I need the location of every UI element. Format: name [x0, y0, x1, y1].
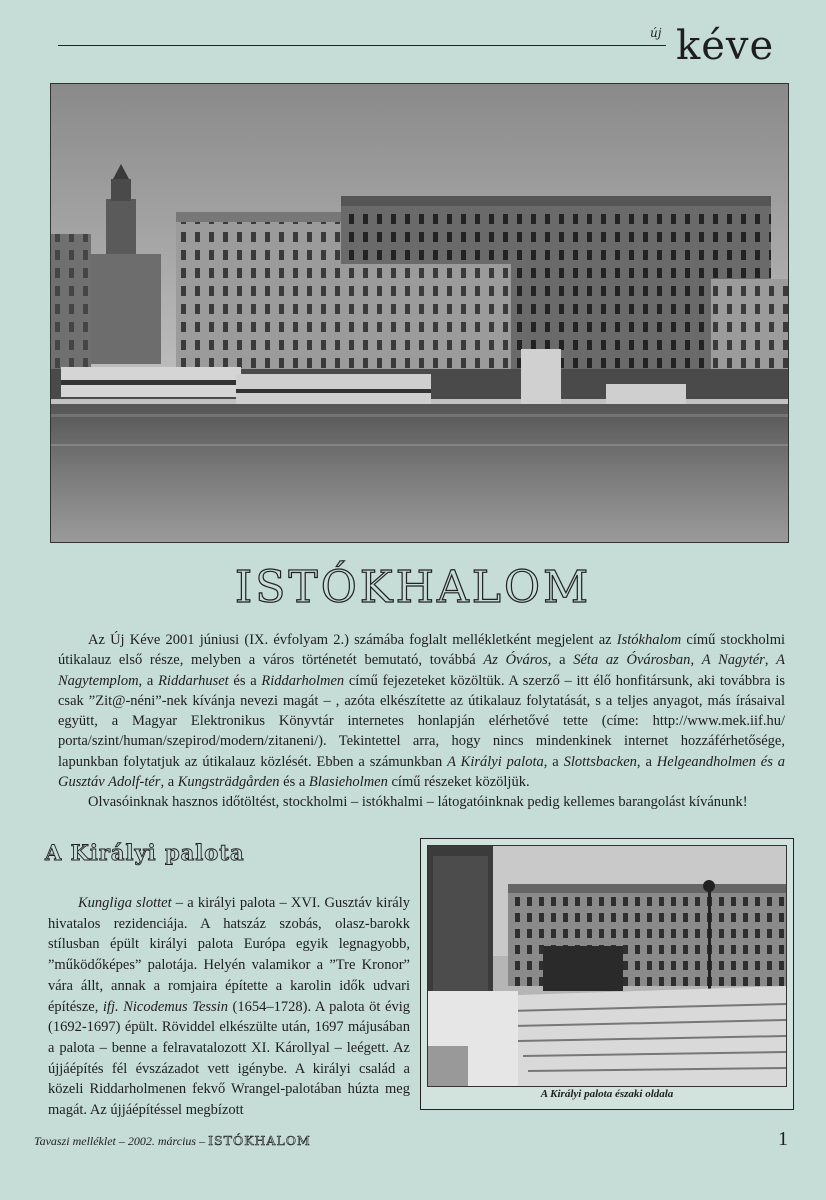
intro-paragraph-1: Az Új Kéve 2001 júniusi (IX. évfolyam 2.) számába foglalt mellékletként megjelent az Istókhalom című stockholmi útikalauz első része, melyben a város történetét bemutató, továbbá Az Óváros, a Séta az Óvárosban, A Nagytér, A Nagytemplom, a Riddarhuset és a Riddarholmen című fejezeteket közöltük. A szerző – itt élő honfitársunk, aki továbbra is csak ”Zit@-néni”-nek kívánja nevezi magát – , azóta elkészítette az útikalauz folytatását, s a teljes anyagot, más írásaival együtt, a Magyar Elektronikus Könyvtár internetes honlapján elérhetővé tette (címe: http://www.mek.iif.hu/ porta/szint/human/szepirod/modern/zitaneni/). Tekintettel arra, hogy nincs mindenkinek internet hozzáférhetősége, lapunkban folytatjuk az útikalauz közlését. Ebben a számunkban A Királyi palota, a Slottsbacken, a Helgeandholmen és a Gusztáv Adolf-tér, a Kungsträdgården és a Blasieholmen című részeket közöljük.: [58, 632, 786, 791]
palace-photo-illustration: [51, 84, 788, 542]
section-body: [48, 893, 410, 1121]
section-heading: A Királyi palota: [45, 840, 245, 865]
photo-caption: A Királyi palota északi oldala: [540, 1088, 674, 1100]
palace-north-figure: [420, 838, 794, 1110]
footer-text: Tavaszi melléklet – 2002. március –: [34, 1134, 209, 1148]
footer-title: ISTÓKHALOM: [208, 1133, 311, 1148]
page-footer: [34, 1133, 311, 1149]
intro-paragraph-2: Olvasóinknak hasznos időtöltést, stockholmi – istókhalmi – látogatóinknak pedig kellemes barangolást kívánunk!: [88, 794, 748, 811]
palace-north-illustration: [428, 846, 786, 1086]
header-rule: [58, 45, 666, 46]
section-paragraph: Kungliga slottet – a királyi palota – XVI. Gusztáv király hivatalos rezidenciája. A hatszáz szobás, olasz-barokk stílusban épült királyi palota Európa egyik legnagyobb, ”működőképes” palotája. Helyén valamikor a ”Tre Kronor” vára állt, annak a romjaira építette a karolin idők udvari építésze, ifj. Nicodemus Tessin (1654–1728). A palota öt évig (1692-1697) épült. Röviddel elkészülte után, 1697 májusában a palota – benne a felravatalozott XI. Károllyal – leégett. Az újjáépítés fél évszázadot vett igénybe. A királyi család a közeli Riddarholmenen fekvő Wrangel-palotában húzta meg magát. Az újjáépítéssel megbízott: [48, 895, 411, 1119]
logo-main: kéve: [676, 23, 775, 69]
palace-north-photo: [427, 845, 787, 1087]
intro-text: [58, 630, 785, 813]
page-title: ISTÓKHALOM: [234, 562, 592, 613]
royal-palace-photo: [50, 83, 789, 543]
logo-small: új: [650, 26, 662, 40]
page-number: 1: [778, 1128, 788, 1150]
